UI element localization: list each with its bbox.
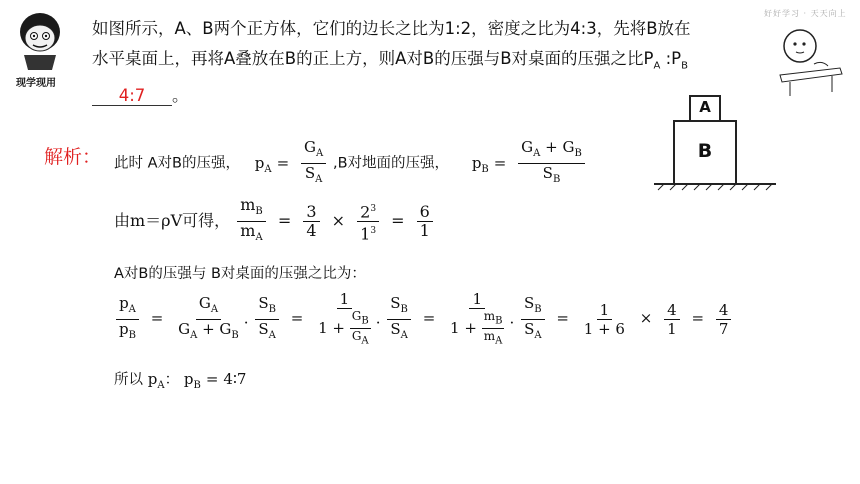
solution-line-3: A对B的压强与 B对桌面的压强之比为： — [114, 266, 366, 282]
answer-blank: 4:7 — [92, 87, 172, 106]
problem-sub-b: B — [681, 60, 688, 72]
box-a-label: A — [699, 98, 711, 116]
corner-text: 好好学习 · 天天向上 — [764, 9, 847, 18]
solution-line-5: 所以 $p_A$： $p_B$ = 4∶7 — [114, 370, 247, 391]
line1-text-a: 此时 A对B的压强， — [114, 155, 240, 172]
box-b-label: B — [697, 140, 713, 162]
problem-period: 。 — [172, 86, 189, 106]
line5-prefix: 所以 — [114, 372, 143, 388]
block-figure — [650, 92, 780, 192]
student-doodle-icon — [770, 20, 850, 100]
avatar-label: 现学现用 — [16, 78, 56, 89]
problem-body: 如图所示，A、B两个正方体，它们的边长之比为1:2，密度之比为4:3，先将B放在水平桌面上，再将A叠放在B的正上方，则A对B的压强与B对桌面的压强之比P — [92, 19, 691, 68]
line5-result: 4∶7 — [223, 370, 247, 388]
problem-text — [92, 14, 692, 111]
solution-line-1: 此时 A对B的压强， $p_A$ = $\frac{G_A}{S_A}$ ,B对地面的压强， $p_B$ = $\frac{G_A + G_B}{S_B}$ — [114, 138, 587, 189]
solution-line-4: $\frac{p_A}{p_B}$ = $\frac{G_A}{G_A + G_B}$ . $\frac{S_B}{S_A}$ = 1 1 + $\frac{G_B}{G_A}$ . $\frac{S_B}{S_A}$ = 1 1 + $\frac{m_B}{m_A}$ . $\frac{S_B}{S_A}$ = $\frac{1}{1 + 6}$ × $\frac{4}{1}$ = $\frac{4}{7}$ — [114, 290, 733, 349]
avatar — [16, 10, 64, 72]
problem-sub-a: A — [653, 60, 661, 72]
solution-line-2: 由m＝ρV可得， $\frac{m_B}{m_A}$ = $\frac{3}{4}$ × $\frac{2^3}{1^3}$ = $\frac{6}{1}$ — [114, 196, 435, 247]
line2-prefix: 由m＝ρV可得， — [114, 211, 231, 231]
line1-text-b: B对地面的压强， — [337, 155, 450, 172]
problem-colon: :P — [660, 49, 682, 68]
solution-heading: 解析： — [44, 146, 102, 168]
